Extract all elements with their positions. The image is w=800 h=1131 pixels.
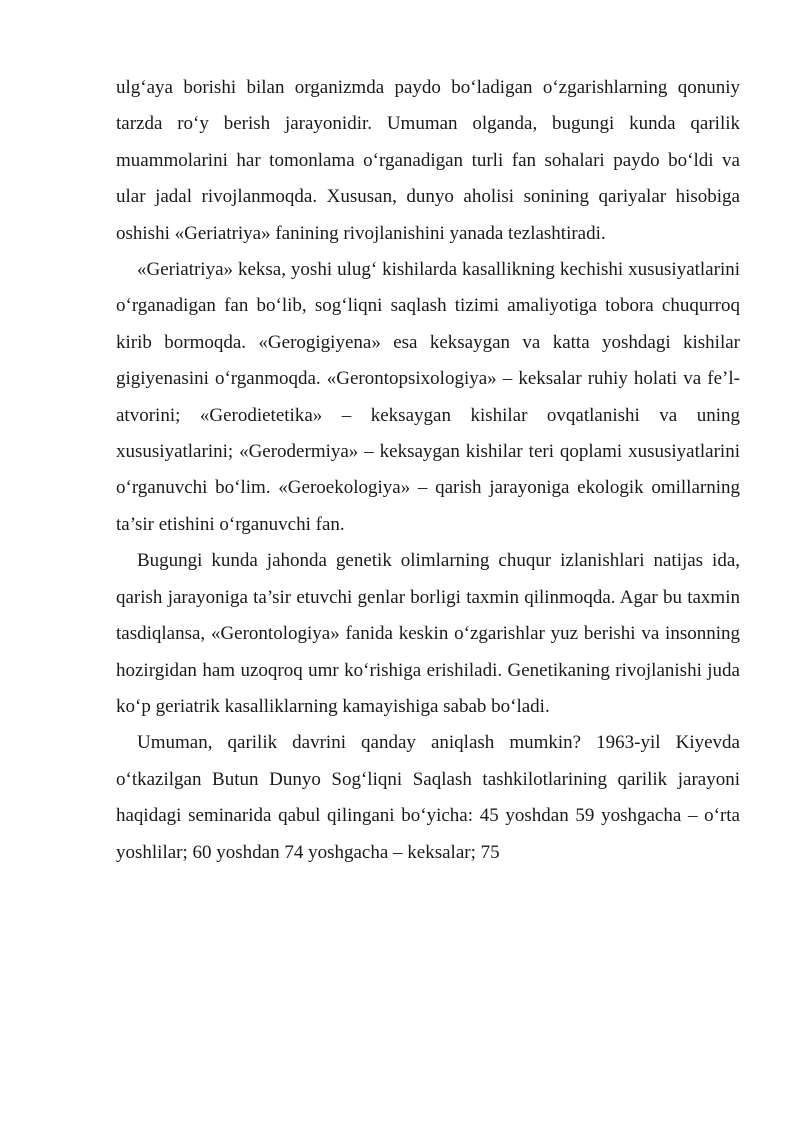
paragraph-3: Bugungi kunda jahonda genetik olimlarning chuqur izlanishlari natijas ida, qarish jarayoniga ta’sir etuvchi genlar borligi taxmin qilinmoqda. Agar bu taxmin tasdiqlansa, «Gerontologiya» fanida keskin o‘zgarishlar yuz berishi va insonning hozirgidan ham uzoqroq umr ko‘rishiga erishiladi. Genetikaning rivojlanishi juda ko‘p geriatrik kasalliklarning kamayishiga sabab bo‘ladi.: [116, 550, 740, 717]
body-text: [116, 70, 740, 871]
paragraph-4: Umuman, qarilik davrini qanday aniqlash mumkin? 1963-yil Kiyevda o‘tkazilgan Butun Dunyo Sog‘liqni Saqlash tashkilotlarining qarilik jarayoni haqidagi seminarida qabul qilingani bo‘yicha: 45 yoshdan 59 yoshgacha – o‘rta yoshlilar; 60 yoshdan 74 yoshgacha – keksalar; 75: [116, 732, 740, 863]
paragraph-2: «Geriatriya» keksa, yoshi ulug‘ kishilarda kasallikning kechishi xususiyatlarini o‘rganadigan fan bo‘lib, sog‘liqni saqlash tizimi amaliyotiga tobora chuqurroq kirib bormoqda. «Gerogigiyena» esa keksaygan va katta yoshdagi kishilar gigiyenasini o‘rganmoqda. «Gerontopsixologiya» – keksalar ruhiy holati va fe’l-atvorini; «Gerodietetika» – keksaygan kishilar ovqatlanishi va uning xususiyatlarini; «Gerodermiya» – keksaygan kishilar teri qoplami xususiyatlarini o‘rganuvchi bo‘lim. «Geroekologiya» – qarish jarayoniga ekologik omillarning ta’sir etishini o‘rganuvchi fan.: [116, 259, 740, 535]
paragraph-1: ulg‘aya borishi bilan organizmda paydo bo‘ladigan o‘zgarishlarning qonuniy tarzda ro‘y berish jarayonidir. Umuman olganda, bugungi kunda qarilik muammolarini har tomonlama o‘rganadigan turli fan sohalari paydo bo‘ldi va ular jadal rivojlanmoqda. Xususan, dunyo aholisi sonining qariyalar hisobiga oshishi «Geriatriya» fanining rivojlanishini yanada tezlashtiradi.: [116, 77, 740, 244]
